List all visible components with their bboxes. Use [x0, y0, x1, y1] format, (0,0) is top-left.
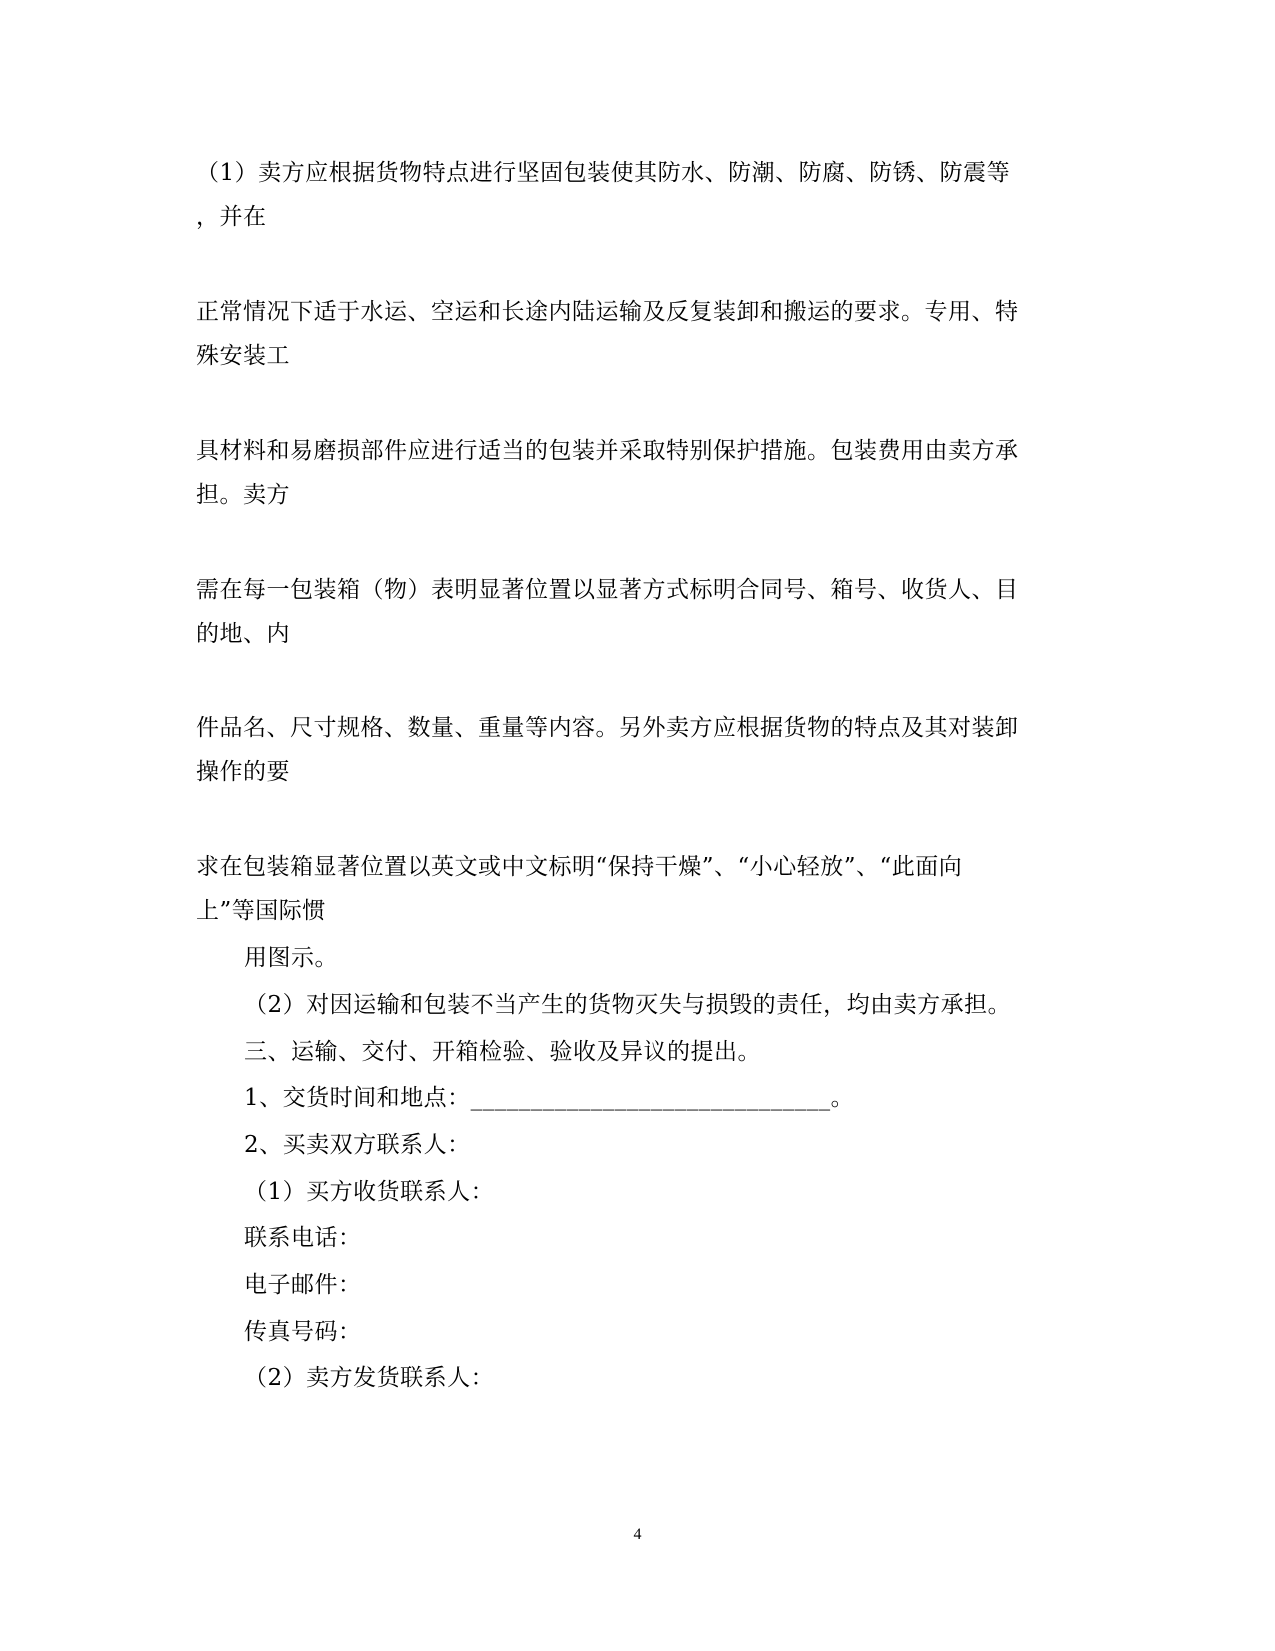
paragraph-line: 求在包装箱显著位置以英文或中文标明“保持干燥”、“小心轻放”、“此面向 [196, 854, 963, 880]
paragraph-line: 殊安装工 [196, 343, 290, 369]
seller-contact-label: （2）卖方发货联系人： [244, 1365, 495, 1391]
paragraph-line: ，并在 [196, 204, 267, 230]
buyer-contact-label: （1）买方收货联系人： [244, 1179, 495, 1205]
paragraph-line: 用图示。 [244, 945, 338, 971]
paragraph-line: 正常情况下适于水运、空运和长途内陆运输及反复装卸和搬运的要求。专用、特 [196, 299, 1019, 325]
delivery-time-place-line: 1、交货时间和地点：______________________________。 [244, 1085, 855, 1111]
paragraph-line: （1）卖方应根据货物特点进行坚固包装使其防水、防潮、防腐、防锈、防震等 [196, 160, 1011, 186]
paragraph-line: 具材料和易磨损部件应进行适当的包装并采取特别保护措施。包装费用由卖方承 [196, 438, 1019, 464]
email-label: 电子邮件： [244, 1272, 362, 1298]
phone-label: 联系电话： [244, 1225, 362, 1251]
paragraph-line: 的地、内 [196, 621, 290, 647]
paragraph-line: 件品名、尺寸规格、数量、重量等内容。另外卖方应根据货物的特点及其对装卸 [196, 715, 1019, 741]
paragraph-line: 操作的要 [196, 759, 290, 785]
page-number: 4 [633, 1526, 642, 1543]
paragraph-line: 上”等国际惯 [196, 898, 326, 924]
paragraph-line: 担。卖方 [196, 482, 290, 508]
fax-label: 传真号码： [244, 1319, 362, 1345]
section-heading: 三、运输、交付、开箱检验、验收及异议的提出。 [244, 1039, 761, 1065]
paragraph-line: （2）对因运输和包装不当产生的货物灭失与损毁的责任，均由卖方承担。 [244, 992, 1012, 1018]
contacts-heading: 2、买卖双方联系人： [244, 1132, 471, 1158]
paragraph-line: 需在每一包装箱（物）表明显著位置以显著方式标明合同号、箱号、收货人、目 [196, 577, 1019, 603]
